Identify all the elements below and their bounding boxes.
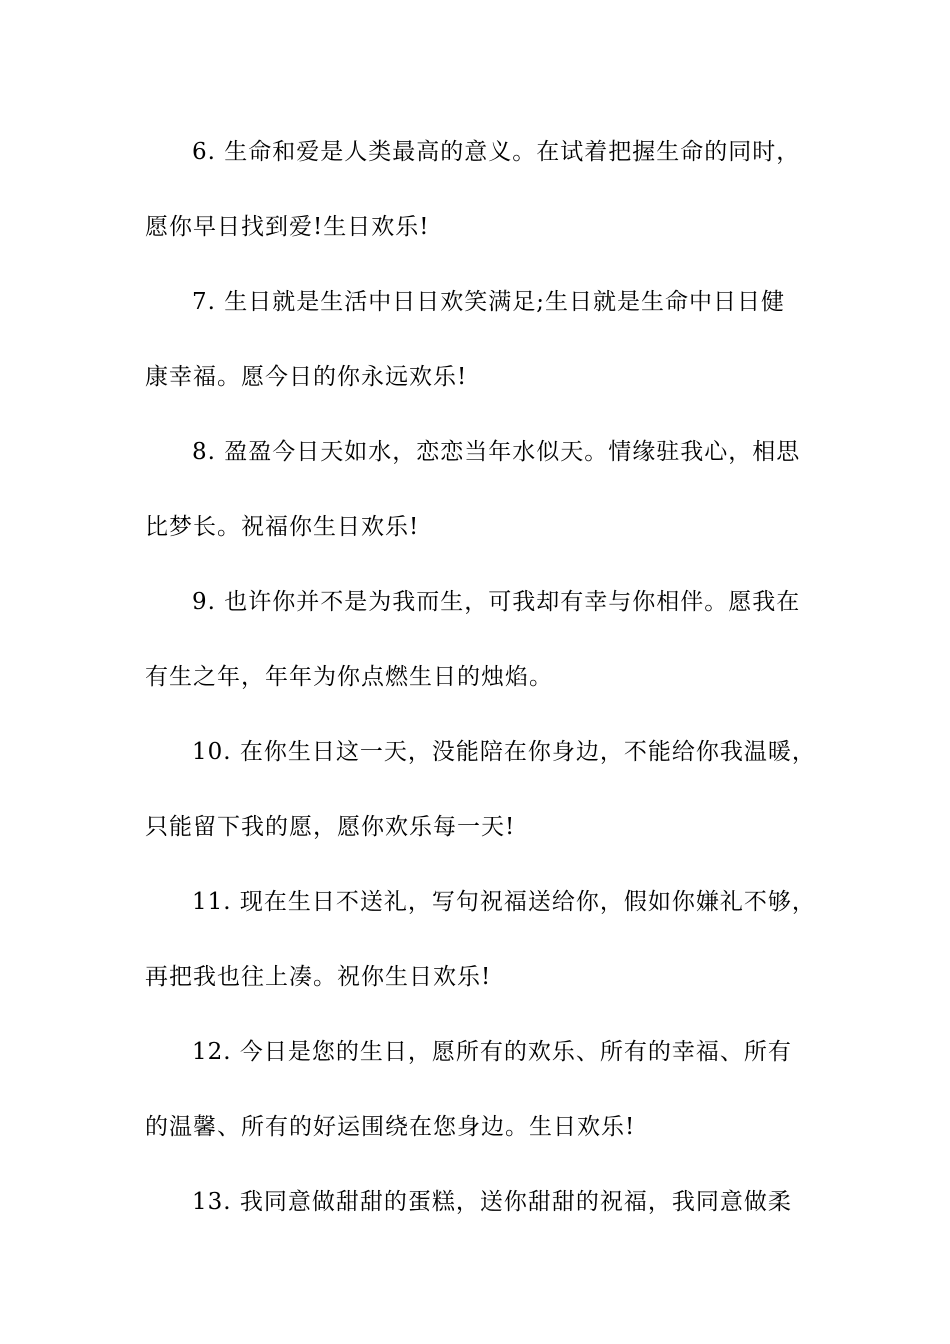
paragraph-6-line-2: 愿你早日找到爱!生日欢乐!	[145, 214, 430, 240]
paragraph-11-line-2: 再把我也往上凑。祝你生日欢乐!	[145, 964, 492, 990]
paragraph-9-line-1: 9. 也许你并不是为我而生，可我却有幸与你相伴。愿我在	[192, 589, 801, 615]
paragraph-7-line-2: 康幸福。愿今日的你永远欢乐!	[145, 364, 468, 390]
paragraph-12-line-1: 12. 今日是您的生日，愿所有的欢乐、所有的幸福、所有	[192, 1039, 792, 1065]
paragraph-12-line-2: 的温馨、所有的好运围绕在您身边。生日欢乐!	[145, 1114, 636, 1140]
paragraph-9-line-2: 有生之年，年年为你点燃生日的烛焰。	[145, 664, 553, 690]
paragraph-7-line-1: 7. 生日就是生活中日日欢笑满足;生日就是生命中日日健	[192, 289, 786, 315]
paragraph-6-line-1: 6. 生命和爱是人类最高的意义。在试着把握生命的同时，	[192, 139, 801, 165]
paragraph-8-line-1: 8. 盈盈今日天如水，恋恋当年水似天。情缘驻我心，相思	[192, 439, 801, 465]
paragraph-11-line-1: 11. 现在生日不送礼，写句祝福送给你，假如你嫌礼不够，	[192, 889, 816, 915]
paragraph-13-line-1: 13. 我同意做甜甜的蛋糕，送你甜甜的祝福，我同意做柔	[192, 1189, 792, 1215]
paragraph-8-line-2: 比梦长。祝福你生日欢乐!	[145, 514, 420, 540]
paragraph-10-line-2: 只能留下我的愿，愿你欢乐每一天!	[145, 814, 516, 840]
paragraph-10-line-1: 10. 在你生日这一天，没能陪在你身边，不能给你我温暖，	[192, 739, 816, 765]
